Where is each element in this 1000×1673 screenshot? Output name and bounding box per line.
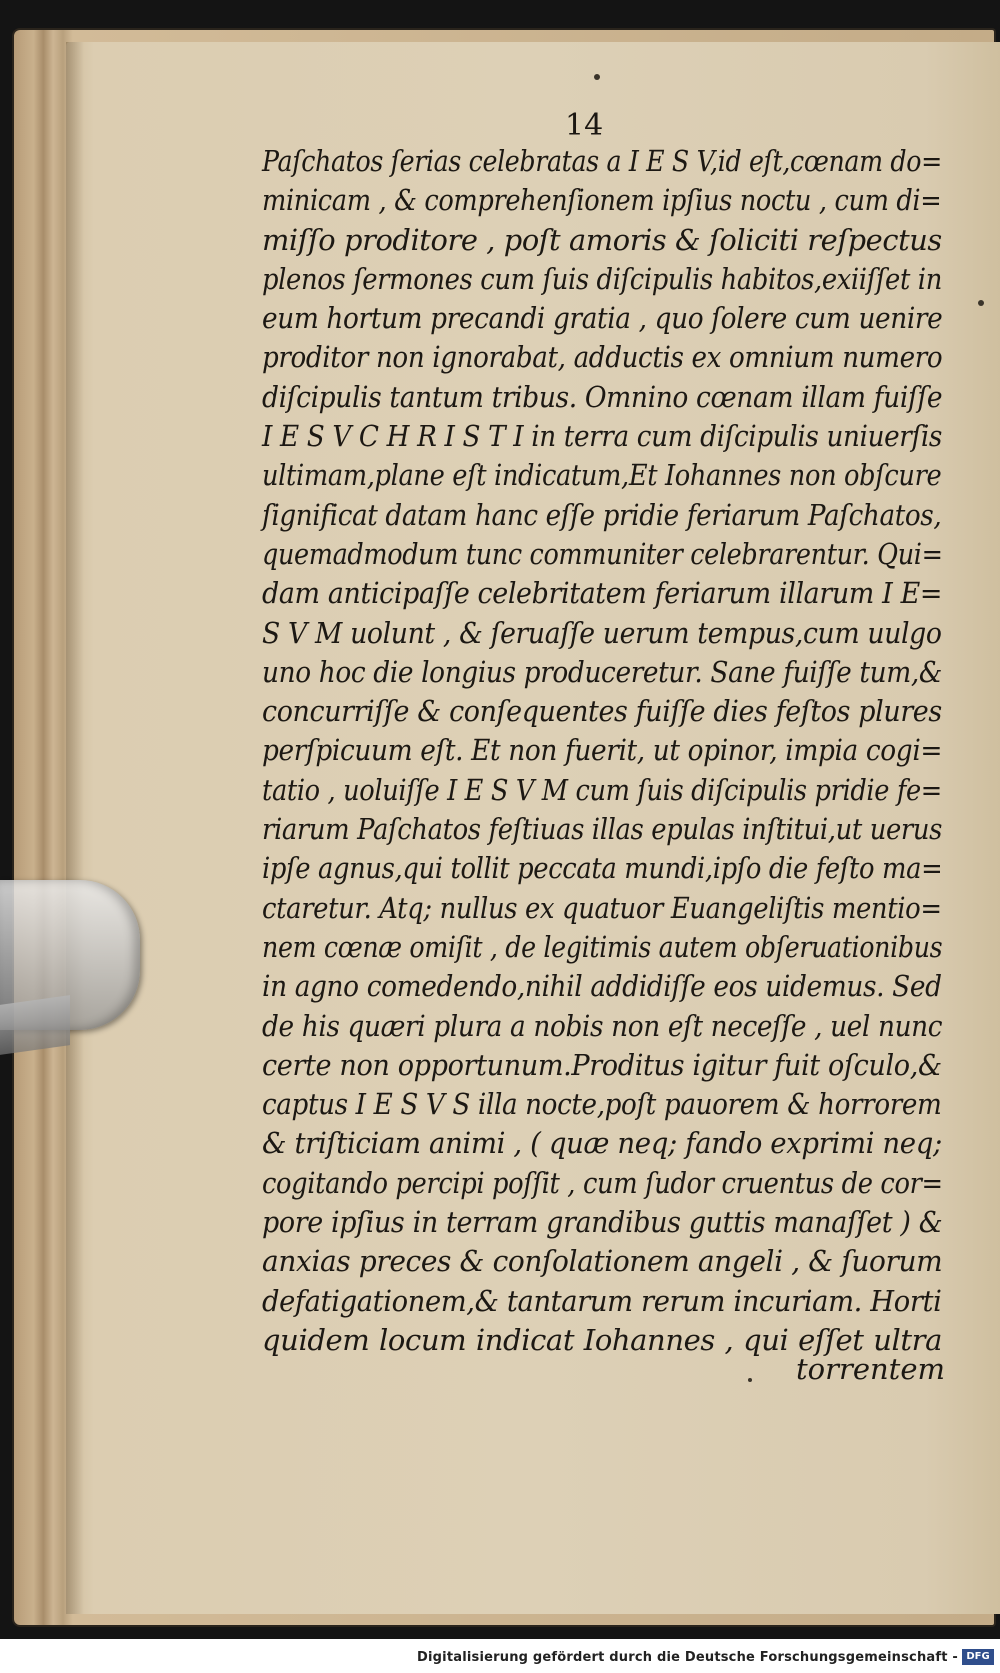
text-line: dam anticipaſſe celebritatem feriarum illarum I E= <box>262 576 943 611</box>
gutter-shadow <box>66 42 84 1614</box>
text-line: in agno comedendo,nihil addidiſſe eos uidemus. Sed <box>262 969 942 1004</box>
text-line: uno hoc die longius produceretur. Sane fuiſſe tum,& <box>262 654 943 689</box>
page-number: 14 <box>565 108 604 143</box>
text-line: ultimam,plane eſt indicatum,Et Iohannes non obſcure <box>262 458 942 493</box>
text-line: ipſe agnus,qui tollit peccata mundi,ipſo die feſto ma= <box>262 851 943 886</box>
text-line: captus I E S V S illa nocte,poſt pauorem & horrorem <box>262 1087 942 1122</box>
text-line: certe non opportunum.Proditus igitur fuit oſculo,& <box>262 1047 942 1082</box>
text-line: I E S V C H R I S T I in terra cum diſcipulis uniuerſis <box>262 419 942 454</box>
page-clip-tail <box>0 995 70 1055</box>
digitization-credit: Digitalisierung gefördert durch die Deutsche Forschungsgemeinschaft - <box>417 1650 958 1665</box>
text-line: quemadmodum tunc communiter celebrarentur. Qui= <box>262 536 943 571</box>
footer-bar <box>0 1639 1000 1673</box>
text-line: & triſticiam animi , ( quæ neq; fando exprimi neq; <box>262 1126 942 1161</box>
text-line: quidem locum indicat Iohannes , qui eſſet ultra <box>262 1322 942 1357</box>
text-line: de his quæri plura a nobis non eſt neceſſe , uel nunc <box>262 1008 943 1043</box>
body-text <box>262 142 942 1360</box>
text-line: ctaretur. Atq; nullus ex quatuor Euangeliſtis mentio= <box>262 890 942 925</box>
text-line: plenos ſermones cum ſuis diſcipulis habitos,exiiſſet in <box>262 261 942 296</box>
text-line: defatigationem,& tantarum rerum incuriam. Horti <box>262 1283 942 1318</box>
text-line: riarum Paſchatos feſtiuas illas epulas inſtitui,ut uerus <box>262 812 943 847</box>
text-line: cogitando percipi poſſit , cum ſudor cruentus de cor= <box>262 1165 943 1200</box>
text-line: perſpicuum eſt. Et non fuerit, ut opinor, impia cogi= <box>262 733 943 768</box>
catchword: torrentem <box>796 1352 945 1386</box>
text-line: tatio , uoluiſſe I E S V M cum ſuis diſcipulis pridie fe= <box>262 772 942 807</box>
text-line: diſcipulis tantum tribus. Omnino cœnam illam fuiſſe <box>262 379 943 414</box>
ink-speck <box>748 1378 752 1382</box>
text-line: eum hortum precandi gratia , quo ſolere cum uenire <box>262 301 943 336</box>
ink-speck <box>594 74 600 80</box>
text-line: nem cœnæ omiſit , de legitimis autem obſeruationibus <box>262 929 943 964</box>
text-line: ſignificat datam hanc eſſe pridie feriarum Paſchatos, <box>262 497 942 532</box>
text-line: concurriſſe & conſequentes fuiſſe dies feſtos plures <box>262 694 942 729</box>
dfg-logo: DFG <box>962 1649 994 1665</box>
text-line: proditor non ignorabat, adductis ex omnium numero <box>262 340 943 375</box>
text-line: minicam , & comprehenſionem ipſius noctu , cum di= <box>262 183 942 218</box>
ink-speck <box>978 300 984 306</box>
text-line: Paſchatos ſerias celebratas a I E S V,id eſt,cœnam do= <box>262 144 942 178</box>
text-line: anxias preces & conſolationem angeli , & ſuorum <box>262 1244 943 1279</box>
text-line: S V M uolunt , & ſeruaſſe uerum tempus,cum uulgo <box>262 615 942 650</box>
text-line: miſſo proditore , poſt amoris & ſoliciti reſpectus <box>262 222 942 257</box>
text-line: pore ipſius in terram grandibus guttis manaſſet ) & <box>262 1205 943 1240</box>
